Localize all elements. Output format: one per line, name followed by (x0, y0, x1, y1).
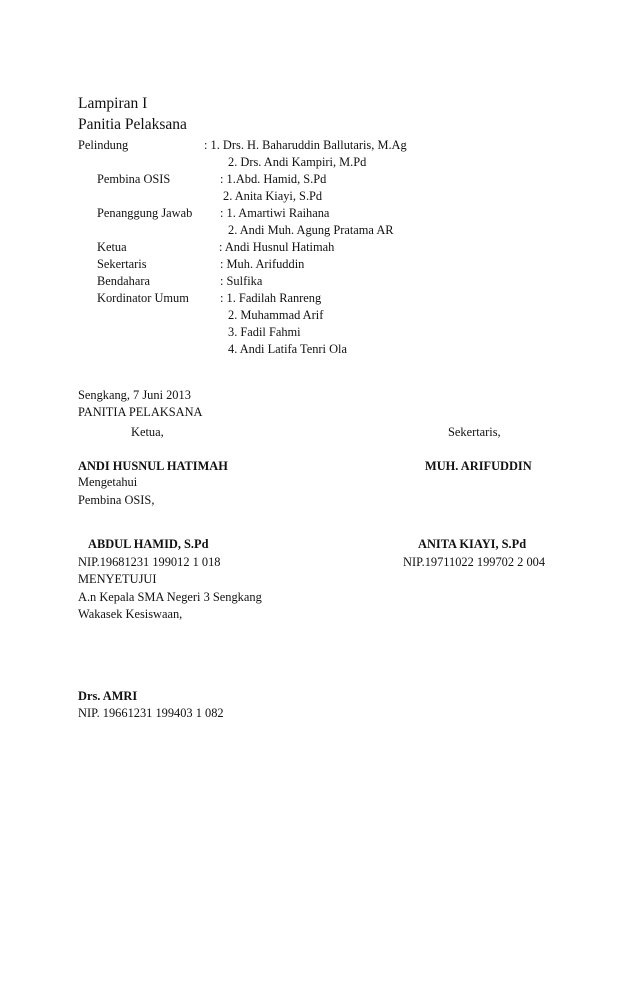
penanggung-1: : 1. Amartiwi Raihana (220, 206, 330, 220)
pembina2-nip: NIP.19711022 199702 2 004 (403, 555, 546, 569)
sekertaris-title: Sekertaris, (448, 425, 501, 439)
bendahara-value: : Sulfika (220, 274, 263, 288)
sekertaris-label: Sekertaris (97, 257, 147, 271)
panitia-heading: Panitia Pelaksana (78, 116, 187, 133)
kordinator-4: 4. Andi Latifa Tenri Ola (228, 342, 347, 356)
penanggung-2: 2. Andi Muh. Agung Pratama AR (228, 223, 394, 237)
lampiran-heading: Lampiran I (78, 95, 148, 112)
bendahara-label: Bendahara (97, 274, 150, 288)
pelindung-1: : 1. Drs. H. Baharuddin Ballutaris, M.Ag (204, 138, 407, 152)
wakasek-nip: NIP. 19661231 199403 1 082 (78, 706, 224, 720)
pembina-label: Pembina OSIS (97, 172, 171, 186)
wakasek-title: Wakasek Kesiswaan, (78, 607, 183, 621)
pelindung-2: 2. Drs. Andi Kampiri, M.Pd (228, 155, 367, 169)
kordinator-2: 2. Muhammad Arif (228, 308, 324, 322)
pelindung-label: Pelindung (78, 138, 129, 152)
kordinator-3: 3. Fadil Fahmi (228, 325, 301, 339)
sekertaris-value: : Muh. Arifuddin (220, 257, 305, 271)
kordinator-label: Kordinator Umum (97, 291, 189, 305)
pembina1-name: ABDUL HAMID, S.Pd (88, 537, 209, 551)
pembina1-nip: NIP.19681231 199012 1 018 (78, 555, 221, 569)
mengetahui: Mengetahui (78, 475, 138, 489)
place-date: Sengkang, 7 Juni 2013 (78, 388, 191, 402)
menyetujui: MENYETUJUI (78, 572, 157, 586)
wakasek-name: Drs. AMRI (78, 689, 138, 703)
ketua-name: ANDI HUSNUL HATIMAH (78, 459, 228, 473)
sekertaris-name: MUH. ARIFUDDIN (425, 459, 532, 473)
ketua-value: : Andi Husnul Hatimah (219, 240, 335, 254)
an-kepala: A.n Kepala SMA Negeri 3 Sengkang (78, 590, 262, 604)
pembina2-name: ANITA KIAYI, S.Pd (418, 537, 527, 551)
pembina-title: Pembina OSIS, (78, 493, 155, 507)
pembina-2: 2. Anita Kiayi, S.Pd (223, 189, 323, 203)
kordinator-1: : 1. Fadilah Ranreng (220, 291, 322, 305)
org-name: PANITIA PELAKSANA (78, 405, 203, 419)
pembina-1: : 1.Abd. Hamid, S.Pd (220, 172, 327, 186)
ketua-title: Ketua, (131, 425, 164, 439)
penanggung-label: Penanggung Jawab (97, 206, 193, 220)
ketua-label: Ketua (97, 240, 127, 254)
